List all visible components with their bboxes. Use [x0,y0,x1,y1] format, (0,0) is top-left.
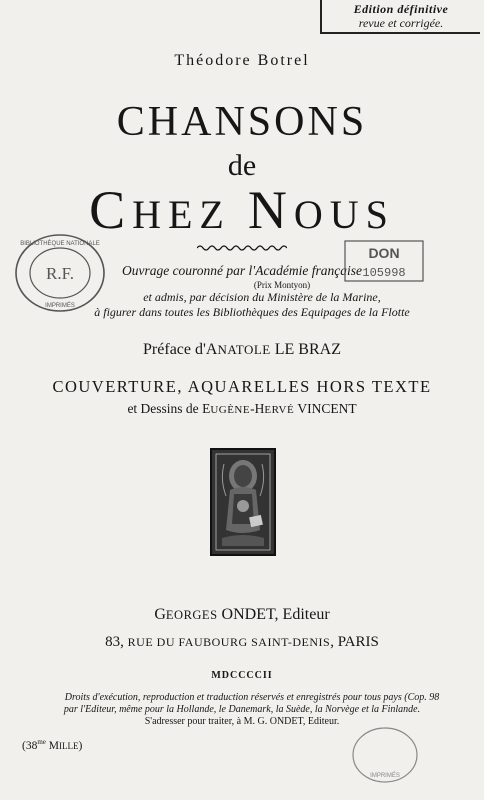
edition-line-1: Edition définitive [353,2,449,16]
rights-line-1: Droits d'exécution, reproduction et traduction réservés et enregistrés pour tous pays (Cop. 98 [64,692,440,703]
title-line-1: CHANSONS [116,99,368,145]
printing-a: (38 [22,739,38,752]
printing-b: me [37,738,46,746]
cover-line: COUVERTURE, AQUARELLES HORS TEXTE [52,377,432,396]
wavy-rule-ornament [197,244,287,252]
drawings-g: VINCENT [294,401,357,416]
drawings-d: - [250,401,255,416]
printing-d: ILLE [59,740,79,751]
publisher-b: EORGES [165,608,218,622]
preface-b: A [205,341,218,358]
edition-line-2: revue et corrigée. [358,16,444,30]
library-stamp-bottom [350,725,420,785]
stamp-left-top: BIBLIOTHÈQUE NATIONALE [20,241,100,247]
edition-box [320,0,480,34]
preface-line [0,341,484,359]
address-line [0,634,484,651]
rights-line-2: par l'Editeur, même pour la Hollande, le Danemark, la Suède, la Norvège et la Finlande. [63,704,421,715]
title-line-3-a: C [89,180,133,240]
drawings-b: E [202,401,211,416]
decision-line-1: et admis, par décision du Ministère de la Marine, [143,290,381,304]
rights-line-3: S'adresser pour traiter, à M. G. ONDET, Editeur. [144,716,340,727]
stamp-bottom-label: IMPRIMÉS [370,773,400,779]
publisher-line [0,606,484,624]
printing-e: ) [78,739,83,752]
drawings-a: et Dessins de [127,401,203,416]
printing-count [22,738,82,752]
address-a: 83, [105,634,128,650]
drawings-e: H [254,401,265,416]
title-line-3-b: HEZ [132,192,248,237]
stamp-left-bottom: IMPRIMÉS [45,303,75,309]
title-line-3-c: N [247,180,294,240]
preface-d: LE BRAZ [270,341,341,358]
drawings-c: UGÈNE [210,404,251,416]
publisher-vignette-image [210,448,276,556]
award-line: Ouvrage couronné par l'Académie française [121,263,363,278]
author-name: Théodore Botrel [174,52,310,69]
don-stamp [344,240,424,282]
title-line-2: de [227,149,257,182]
printing-c: M [45,739,60,752]
publication-date: MDCCCCII [211,670,273,681]
vignette-illustration [212,450,274,554]
preface-a: Préface d' [143,341,206,358]
address-b: RUE DU FAUBOURG SAINT-DENIS [127,635,331,649]
decision-line-2: à figurer dans toutes les Bibliothèques des Equipages de la Flotte [94,305,410,319]
library-stamp-left [12,232,108,314]
publisher-a: G [154,606,166,623]
don-number: 105998 [362,266,406,280]
don-label: DON [368,245,400,261]
preface-c: NATOLE [217,342,271,357]
drawings-f: ERVÉ [264,404,295,416]
publisher-c: ONDET, Editeur [217,606,330,623]
drawings-line [0,401,484,417]
title-line-3-d: OUS [293,192,395,237]
stamp-left-center: R.F. [46,264,74,283]
address-c: , PARIS [330,634,379,650]
prix-montyon: (Prix Montyon) [253,280,311,290]
